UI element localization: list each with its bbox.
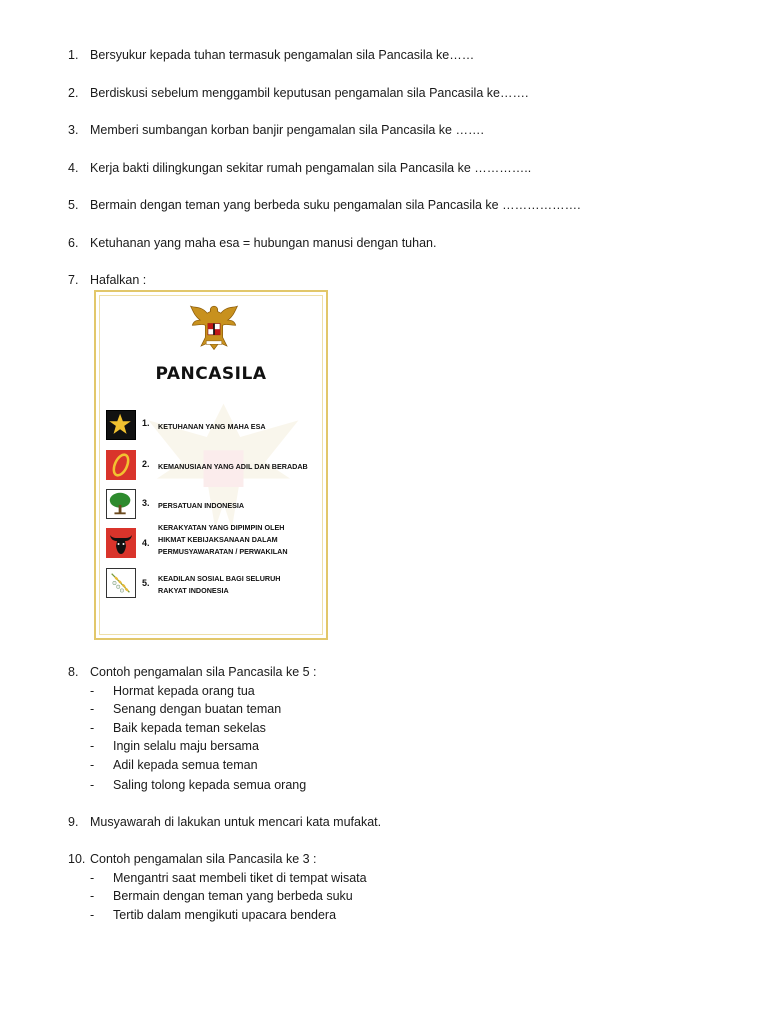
sila-label: KEMANUSIAAN YANG ADIL DAN BERADAB — [158, 462, 308, 471]
dash-bullet: - — [90, 778, 95, 792]
poster-title: PANCASILA — [155, 364, 267, 384]
item-text: Memberi sumbangan korban banjir pengamalan sila Pancasila ke ……. — [90, 123, 484, 137]
star-icon — [106, 410, 136, 440]
sub-item-text: Saling tolong kepada semua orang — [113, 778, 307, 792]
item-number: 8. — [68, 665, 79, 679]
garuda-emblem-icon — [188, 302, 240, 352]
item-number: 4. — [68, 161, 79, 175]
chain-icon — [106, 450, 136, 480]
item-text: Berdiskusi sebelum menggambil keputusan pengamalan sila Pancasila ke……. — [90, 86, 529, 100]
item-text: Ketuhanan yang maha esa = hubungan manusi dengan tuhan. — [90, 236, 437, 250]
sila-number: 2. — [142, 459, 150, 469]
sila-label: HIKMAT KEBIJAKSANAAN DALAM — [158, 535, 278, 544]
item-text: Contoh pengamalan sila Pancasila ke 5 : — [90, 665, 317, 679]
sila-label: RAKYAT INDONESIA — [158, 586, 229, 595]
sila-number: 1. — [142, 418, 150, 428]
dash-bullet: - — [90, 758, 95, 772]
sub-item-text: Hormat kepada orang tua — [113, 684, 255, 698]
sila-1 — [106, 410, 316, 442]
dash-bullet: - — [90, 739, 95, 753]
sub-item-text: Mengantri saat membeli tiket di tempat wisata — [113, 871, 367, 885]
dash-bullet: - — [90, 889, 95, 903]
dash-bullet: - — [90, 684, 95, 698]
sub-item-text: Bermain dengan teman yang berbeda suku — [113, 889, 353, 903]
sila-4 — [106, 523, 326, 560]
dash-bullet: - — [90, 721, 95, 735]
bull-head-icon — [106, 528, 136, 558]
sila-number: 3. — [142, 498, 150, 508]
item-text: Kerja bakti dilingkungan sekitar rumah pengamalan sila Pancasila ke ………….. — [90, 161, 532, 175]
item-number: 5. — [68, 198, 79, 212]
dash-bullet: - — [90, 702, 95, 716]
item-text: Contoh pengamalan sila Pancasila ke 3 : — [90, 852, 317, 866]
sila-label: PERMUSYAWARATAN / PERWAKILAN — [158, 547, 288, 556]
sub-item-text: Senang dengan buatan teman — [113, 702, 282, 716]
sila-label: KERAKYATAN YANG DIPIMPIN OLEH — [158, 523, 285, 532]
pancasila-poster — [94, 290, 328, 640]
sila-2 — [106, 450, 326, 482]
item-text: Musyawarah di lakukan untuk mencari kata mufakat. — [90, 815, 382, 829]
sub-item-text: Adil kepada semua teman — [113, 758, 258, 772]
sila-number: 5. — [142, 578, 150, 588]
item-number: 7. — [68, 273, 79, 287]
sila-5 — [106, 568, 316, 600]
item-number: 10. — [68, 852, 86, 866]
sila-label: KETUHANAN YANG MAHA ESA — [158, 422, 266, 431]
sila-label: KEADILAN SOSIAL BAGI SELURUH — [158, 574, 281, 583]
dash-bullet: - — [90, 871, 95, 885]
sub-item-text: Tertib dalam mengikuti upacara bendera — [113, 908, 337, 922]
sila-number: 4. — [142, 538, 150, 548]
item-text: Bermain dengan teman yang berbeda suku pengamalan sila Pancasila ke ………………. — [90, 198, 581, 212]
item-text: Hafalkan : — [90, 273, 147, 287]
banyan-tree-icon — [106, 489, 136, 519]
item-number: 6. — [68, 236, 79, 250]
rice-cotton-icon — [106, 568, 136, 598]
item-number: 9. — [68, 815, 79, 829]
sila-label: PERSATUAN INDONESIA — [158, 501, 245, 510]
sila-3 — [106, 489, 316, 521]
item-number: 3. — [68, 123, 79, 137]
item-number: 2. — [68, 86, 79, 100]
item-number: 1. — [68, 48, 79, 62]
sub-item-text: Ingin selalu maju bersama — [113, 739, 259, 753]
item-text: Bersyukur kepada tuhan termasuk pengamalan sila Pancasila ke…… — [90, 48, 475, 62]
sub-item-text: Baik kepada teman sekelas — [113, 721, 266, 735]
dash-bullet: - — [90, 908, 95, 922]
